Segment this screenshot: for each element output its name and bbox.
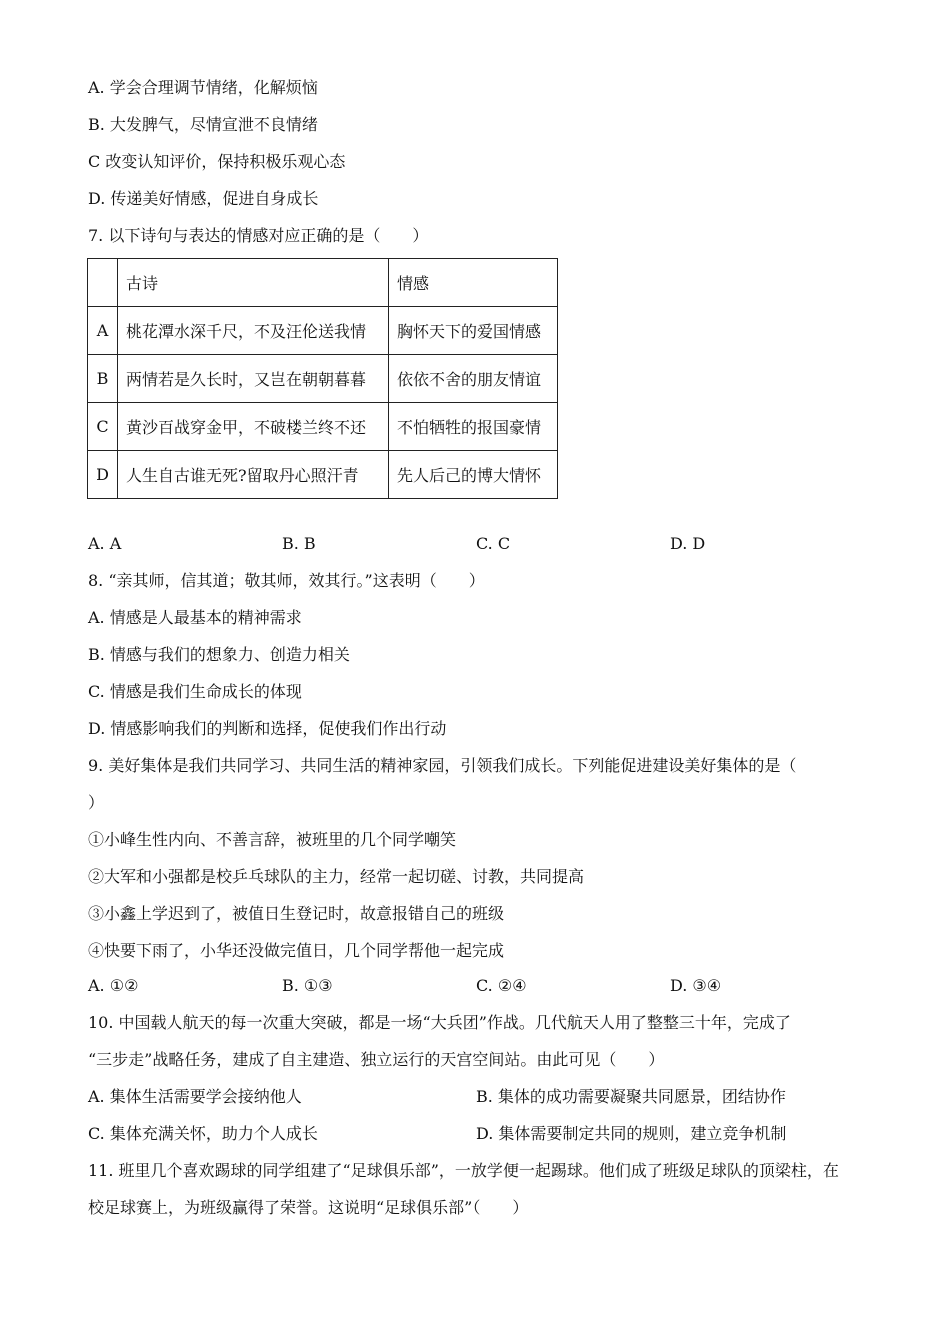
q10-stem-line1: 10. 中国载人航天的每一次重大突破，都是一场“大兵团”作战。几代航天人用了整整三十年，完成了 <box>88 1013 791 1032</box>
table-cell: 两情若是久长时，又岂在朝朝暮暮 <box>118 355 389 403</box>
q7-option-c: C. C <box>476 534 511 553</box>
q6-option-d: D. 传递美好情感，促进自身成长 <box>88 189 319 208</box>
q6-option-b: B. 大发脾气，尽情宣泄不良情绪 <box>88 115 318 134</box>
q7-stem: 7. 以下诗句与表达的情感对应正确的是（ ） <box>88 226 429 245</box>
q8-option-a: A. 情感是人最基本的精神需求 <box>88 608 302 627</box>
q9-option-a: A. ①② <box>88 976 139 995</box>
q8-option-d: D. 情感影响我们的判断和选择，促使我们作出行动 <box>88 719 447 738</box>
q9-item-1: ①小峰生性内向、不善言辞，被班里的几个同学嘲笑 <box>88 830 457 849</box>
q8-option-b: B. 情感与我们的想象力、创造力相关 <box>88 645 350 664</box>
q7-poem-table <box>87 258 558 499</box>
table-cell: 先人后己的博大情怀 <box>389 451 558 499</box>
q9-item-4: ④快要下雨了，小华还没做完值日，几个同学帮他一起完成 <box>88 941 505 960</box>
q9-option-d: D. ③④ <box>670 976 722 995</box>
q10-option-d: D. 集体需要制定共同的规则，建立竞争机制 <box>476 1124 787 1143</box>
table-row <box>88 403 558 451</box>
q8-option-c: C. 情感是我们生命成长的体现 <box>88 682 302 701</box>
q8-stem: 8. “亲其师，信其道；敬其师，效其行。”这表明（ ） <box>88 571 485 590</box>
table-row <box>88 307 558 355</box>
q10-option-b: B. 集体的成功需要凝聚共同愿景，团结协作 <box>476 1087 786 1106</box>
q9-item-2: ②大军和小强都是校乒乓球队的主力，经常一起切磋、讨教，共同提高 <box>88 867 585 886</box>
q7-option-a: A. A <box>88 534 122 553</box>
q6-option-a: A. 学会合理调节情绪，化解烦恼 <box>88 78 318 97</box>
table-cell: D <box>88 451 118 499</box>
q6-option-c: C 改变认知评价，保持积极乐观心态 <box>88 152 346 171</box>
q7-option-b: B. B <box>282 534 316 553</box>
table-cell: 黄沙百战穿金甲，不破楼兰终不还 <box>118 403 389 451</box>
q10-option-c: C. 集体充满关怀，助力个人成长 <box>88 1124 318 1143</box>
table-header-row <box>88 259 558 307</box>
q9-option-b: B. ①③ <box>282 976 333 995</box>
q11-stem-line2: 校足球赛上，为班级赢得了荣誉。这说明“足球俱乐部”（ ） <box>88 1198 529 1217</box>
table-cell: 胸怀天下的爱国情感 <box>389 307 558 355</box>
table-cell: B <box>88 355 118 403</box>
table-cell: 不怕牺牲的报国豪情 <box>389 403 558 451</box>
q10-option-a: A. 集体生活需要学会接纳他人 <box>88 1087 302 1106</box>
q9-stem-line2: ） <box>88 793 105 812</box>
q9-item-3: ③小鑫上学迟到了，被值日生登记时，故意报错自己的班级 <box>88 904 505 923</box>
q10-stem-line2: “三步走”战略任务，建成了自主建造、独立运行的天宫空间站。由此可见（ ） <box>88 1050 665 1069</box>
q9-stem-line1: 9. 美好集体是我们共同学习、共同生活的精神家园，引领我们成长。下列能促进建设美好集体的是（ <box>88 756 797 775</box>
table-row <box>88 451 558 499</box>
q7-option-d: D. D <box>670 534 706 553</box>
table-cell: 人生自古谁无死?留取丹心照汗青 <box>118 451 389 499</box>
table-header-cell <box>88 259 118 307</box>
table-cell: 桃花潭水深千尺，不及汪伦送我情 <box>118 307 389 355</box>
q9-option-c: C. ②④ <box>476 976 527 995</box>
table-row <box>88 355 558 403</box>
table-cell: A <box>88 307 118 355</box>
table-cell: C <box>88 403 118 451</box>
q11-stem-line1: 11. 班里几个喜欢踢球的同学组建了“足球俱乐部”，一放学便一起踢球。他们成了班级足球队的顶梁柱，在 <box>88 1161 839 1180</box>
table-header-cell: 情感 <box>389 259 558 307</box>
table-header-cell: 古诗 <box>118 259 389 307</box>
table-cell: 依依不舍的朋友情谊 <box>389 355 558 403</box>
